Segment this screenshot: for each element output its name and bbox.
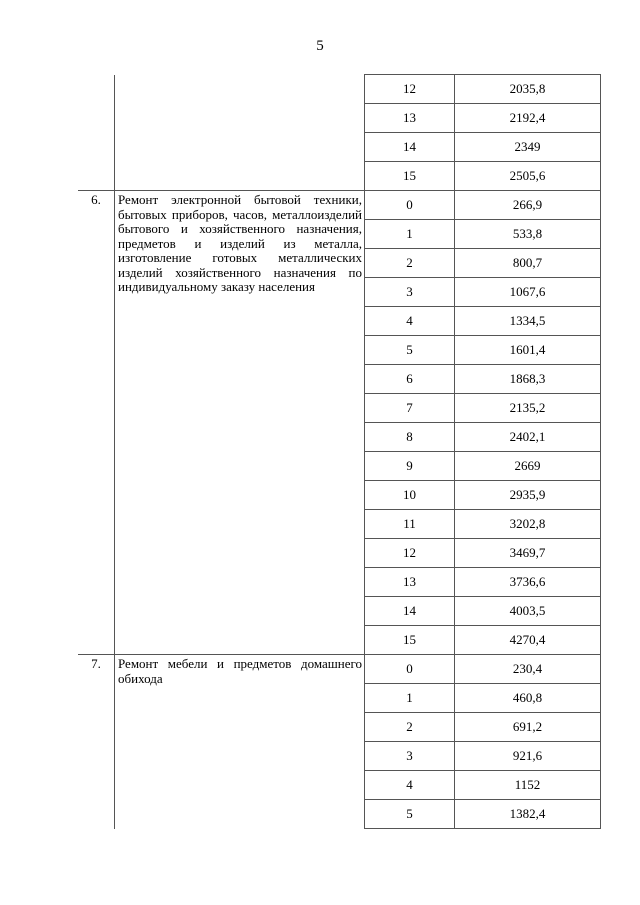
row-index-cell: 2	[365, 249, 455, 278]
row-value-cell: 4003,5	[455, 597, 601, 626]
row-index-cell: 14	[365, 133, 455, 162]
row-value-cell: 533,8	[455, 220, 601, 249]
row-value-cell: 2192,4	[455, 104, 601, 133]
page-number: 5	[316, 38, 324, 54]
row-index-cell: 6	[365, 365, 455, 394]
row-index-cell: 8	[365, 423, 455, 452]
row-value-cell: 1067,6	[455, 278, 601, 307]
row-index-cell: 2	[365, 713, 455, 742]
row-index-cell: 13	[365, 568, 455, 597]
row-value-cell: 3202,8	[455, 510, 601, 539]
row-index-cell: 15	[365, 626, 455, 655]
row-value-cell: 460,8	[455, 684, 601, 713]
row-index-cell: 1	[365, 684, 455, 713]
row-index-cell: 5	[365, 336, 455, 365]
row-value-cell: 1868,3	[455, 365, 601, 394]
row-value-cell: 1601,4	[455, 336, 601, 365]
group-number-cell: 7.	[78, 655, 115, 829]
row-value-cell: 1334,5	[455, 307, 601, 336]
row-index-cell: 15	[365, 162, 455, 191]
tariff-table	[78, 74, 595, 829]
row-index-cell: 13	[365, 104, 455, 133]
row-value-cell: 266,9	[455, 191, 601, 220]
row-index-cell: 4	[365, 771, 455, 800]
row-index-cell: 11	[365, 510, 455, 539]
group-number-cell: 6.	[78, 191, 115, 655]
row-index-cell: 0	[365, 655, 455, 684]
table-row	[78, 655, 601, 684]
row-value-cell: 3469,7	[455, 539, 601, 568]
group-description-cell: Ремонт электронной бытовой техники, бытовых приборов, часов, металлоизделий бытового и хозяйственного назначения, предметов и изделий из металла, изготовление готовых металлических изделий хозяйственного назначения по индивидуальному заказу населения	[115, 191, 365, 655]
row-index-cell: 5	[365, 800, 455, 829]
row-value-cell: 4270,4	[455, 626, 601, 655]
row-index-cell: 7	[365, 394, 455, 423]
row-value-cell: 2135,2	[455, 394, 601, 423]
group-description-cell: Ремонт мебели и предметов домашнего обихода	[115, 655, 365, 829]
row-index-cell: 10	[365, 481, 455, 510]
row-value-cell: 691,2	[455, 713, 601, 742]
row-value-cell: 2035,8	[455, 75, 601, 104]
row-index-cell: 0	[365, 191, 455, 220]
row-value-cell: 921,6	[455, 742, 601, 771]
row-value-cell: 2935,9	[455, 481, 601, 510]
table-row	[78, 191, 601, 220]
row-index-cell: 3	[365, 742, 455, 771]
row-index-cell: 4	[365, 307, 455, 336]
row-value-cell: 230,4	[455, 655, 601, 684]
row-index-cell: 12	[365, 539, 455, 568]
row-value-cell: 2669	[455, 452, 601, 481]
row-index-cell: 9	[365, 452, 455, 481]
row-index-cell: 12	[365, 75, 455, 104]
row-value-cell: 3736,6	[455, 568, 601, 597]
row-value-cell: 1152	[455, 771, 601, 800]
row-value-cell: 800,7	[455, 249, 601, 278]
row-index-cell: 14	[365, 597, 455, 626]
row-value-cell: 2402,1	[455, 423, 601, 452]
table-row	[78, 75, 601, 104]
group-number-cell	[78, 75, 115, 191]
row-value-cell: 2349	[455, 133, 601, 162]
row-value-cell: 1382,4	[455, 800, 601, 829]
row-value-cell: 2505,6	[455, 162, 601, 191]
row-index-cell: 1	[365, 220, 455, 249]
row-index-cell: 3	[365, 278, 455, 307]
group-description-cell	[115, 75, 365, 191]
